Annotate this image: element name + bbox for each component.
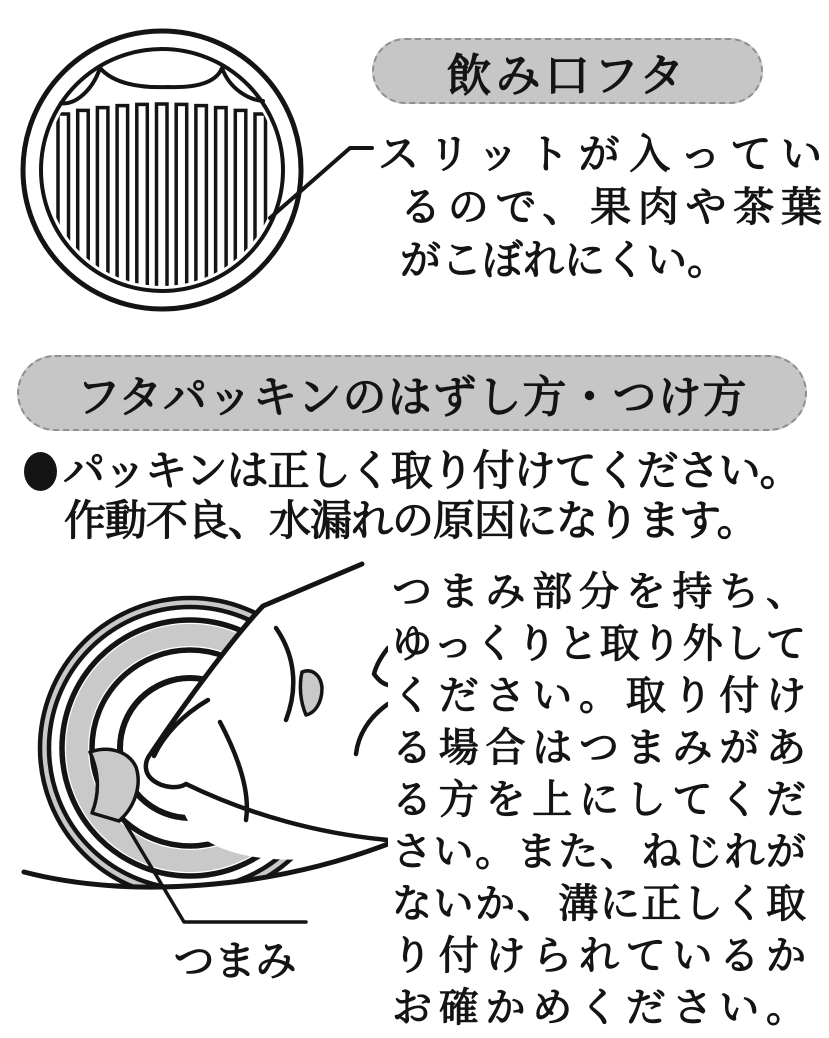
lid-slits-illustration	[8, 8, 380, 346]
knob-caption: つまみ	[173, 937, 297, 985]
gasket-section-title-pill	[17, 355, 807, 431]
instruction-line: ゆっくりと取り外して	[392, 621, 806, 667]
instruction-line: り付けられているか	[392, 933, 806, 979]
gasket-note	[24, 446, 816, 546]
description-line: がこぼれにくい。	[400, 236, 728, 284]
instruction-line: お確かめください。	[392, 985, 806, 1031]
instruction-line: ないか、溝に正しく取	[392, 881, 806, 927]
instruction-line: る場合はつまみがあ	[392, 725, 806, 771]
note-line: 作動不良、水漏れの原因になります。	[64, 496, 758, 545]
instruction-line: つまみ部分を持ち、	[392, 569, 806, 615]
instruction-line: さい。また、ねじれが	[392, 829, 806, 875]
lid-section-title-pill	[372, 38, 763, 104]
instruction-line: る方を上にしてくだ	[392, 777, 806, 823]
description-line: スリットが入ってい	[378, 130, 822, 178]
gasket-instructions	[392, 566, 806, 1034]
gasket-knob	[90, 749, 138, 821]
gasket-section-title: フタパッキンのはずし方・つけ方	[76, 372, 748, 423]
description-line: るので、果肉や茶葉	[400, 183, 822, 231]
instruction-line: ください。取り付け	[392, 673, 806, 719]
lid-section-title: 飲み口フタ	[446, 48, 689, 102]
slit-description	[378, 128, 822, 287]
note-line: パッキンは正しく取り付けてください。	[63, 446, 801, 495]
gasket-removal-illustration	[12, 552, 388, 984]
bullet-icon	[24, 452, 57, 491]
